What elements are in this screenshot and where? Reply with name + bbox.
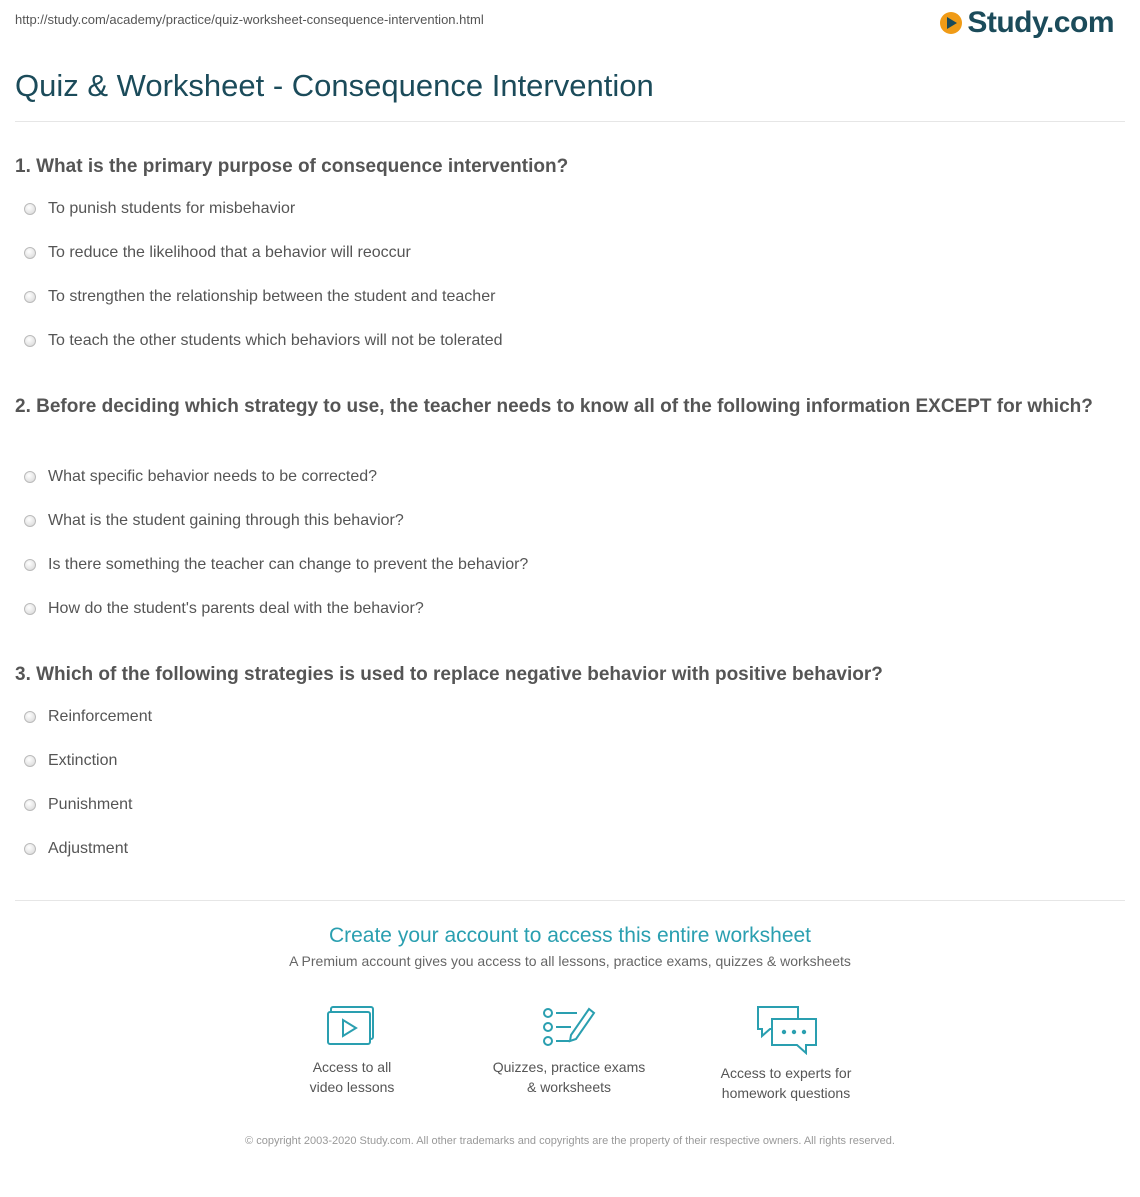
answer-option[interactable]: [24, 840, 128, 858]
answer-option[interactable]: [24, 512, 404, 530]
answer-label: To punish students for misbehavior: [48, 200, 296, 217]
title-divider: [15, 121, 1125, 122]
copyright-text: © copyright 2003-2020 Study.com. All other trademarks and copyrights are the property of their respective owners. All rights reserved.: [245, 1135, 895, 1147]
create-account-link[interactable]: Create your account to access this entire worksheet: [328, 924, 812, 947]
study-logo[interactable]: [940, 6, 1114, 40]
answer-label: How do the student's parents deal with the behavior?: [48, 600, 424, 617]
radio-button[interactable]: [24, 291, 36, 303]
radio-button[interactable]: [24, 711, 36, 723]
feature-label: Access to experts for homework questions: [720, 1065, 852, 1101]
answer-option[interactable]: [24, 288, 495, 306]
feature-video-lessons: [252, 1005, 452, 1097]
radio-button[interactable]: [24, 603, 36, 615]
answer-label: Is there something the teacher can change to prevent the behavior?: [48, 556, 529, 573]
answer-option[interactable]: [24, 796, 133, 814]
radio-button[interactable]: [24, 203, 36, 215]
page-url: http://study.com/academy/practice/quiz-worksheet-consequence-intervention.html: [15, 12, 484, 27]
radio-button[interactable]: [24, 799, 36, 811]
cta-subtitle: A Premium account gives you access to all lessons, practice exams, quizzes & worksheets: [289, 953, 851, 969]
radio-button[interactable]: [24, 755, 36, 767]
question-3: 3. Which of the following strategies is used to replace negative behavior with positive behavior?: [15, 664, 883, 685]
feature-quizzes: [469, 1005, 669, 1097]
radio-button[interactable]: [24, 247, 36, 259]
answer-label: What is the student gaining through this behavior?: [48, 512, 404, 529]
radio-button[interactable]: [24, 515, 36, 527]
question-1: 1. What is the primary purpose of consequence intervention?: [15, 156, 569, 177]
answer-option[interactable]: [24, 332, 503, 350]
answer-option[interactable]: [24, 600, 424, 618]
feature-label: Quizzes, practice exams & worksheets: [492, 1059, 646, 1095]
answer-label: What specific behavior needs to be corrected?: [48, 468, 378, 485]
cta-divider: [15, 900, 1125, 901]
answer-option[interactable]: [24, 200, 295, 218]
radio-button[interactable]: [24, 471, 36, 483]
answer-label: Reinforcement: [48, 708, 153, 725]
quiz-checklist-icon: [541, 1005, 597, 1049]
answer-option[interactable]: [24, 708, 152, 726]
play-circle-icon: [940, 12, 962, 34]
radio-button[interactable]: [24, 843, 36, 855]
answer-label: Punishment: [48, 796, 133, 813]
feature-experts: [686, 1005, 886, 1103]
page-title: Quiz & Worksheet - Consequence Intervention: [15, 68, 654, 103]
expert-chat-icon: [754, 1005, 818, 1055]
answer-label: To strengthen the relationship between the student and teacher: [48, 288, 496, 305]
logo-text: Study.com: [967, 6, 1114, 39]
answer-label: To reduce the likelihood that a behavior will reoccur: [48, 244, 411, 261]
answer-option[interactable]: [24, 244, 411, 262]
answer-label: To teach the other students which behaviors will not be tolerated: [48, 332, 503, 349]
answer-label: Extinction: [48, 752, 118, 769]
question-2: 2. Before deciding which strategy to use, the teacher needs to know all of the following information EXCEPT for which?: [15, 396, 1093, 417]
copyright-footer: [0, 1133, 1140, 1150]
video-lessons-icon: [326, 1005, 378, 1049]
answer-option[interactable]: [24, 752, 117, 770]
answer-option[interactable]: [24, 468, 377, 486]
radio-button[interactable]: [24, 559, 36, 571]
radio-button[interactable]: [24, 335, 36, 347]
answer-option[interactable]: [24, 556, 528, 574]
answer-label: Adjustment: [48, 840, 129, 857]
feature-label: Access to all video lessons: [309, 1059, 395, 1095]
